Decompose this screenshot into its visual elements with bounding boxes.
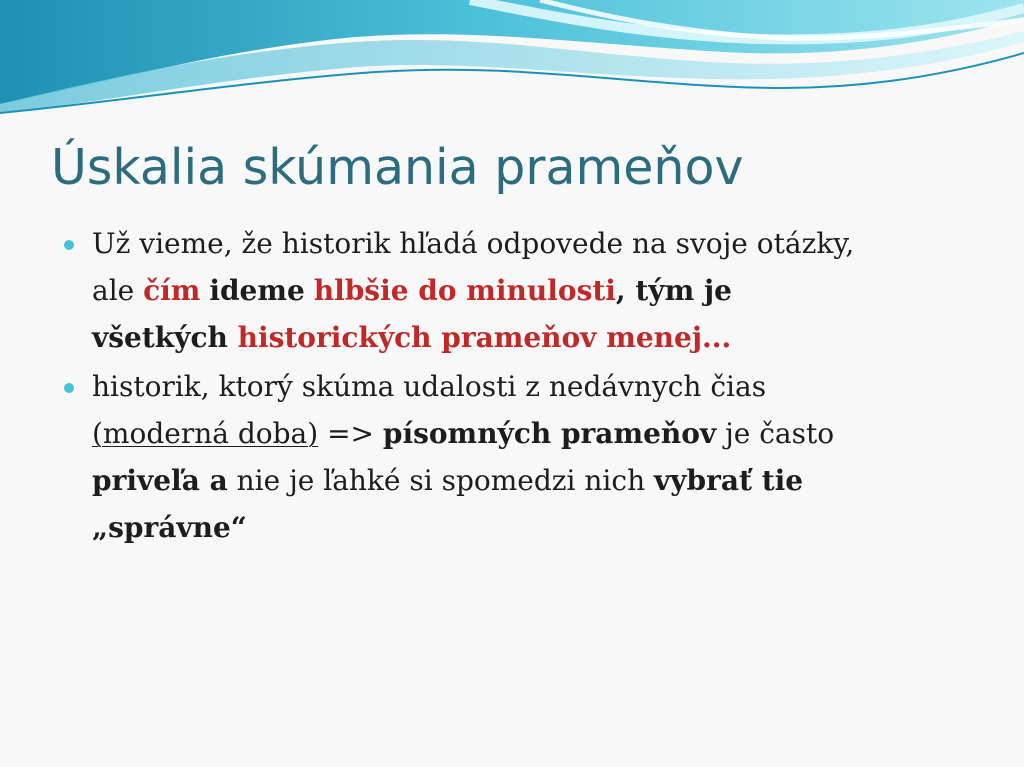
bullet-1-comma: , xyxy=(615,274,626,307)
bullet-1-space-2 xyxy=(305,274,314,307)
bullet-item xyxy=(64,363,964,551)
bullet-2-bold-choose: vybrať tie xyxy=(654,464,804,497)
bullet-2-line-1: historik, ktorý skúma udalosti z nedávnych čias xyxy=(92,370,767,403)
bullet-1-line-1: Už vieme, že historik hľadá odpovede na svoje otázky, xyxy=(92,227,855,260)
slide-title: Úskalia skúmania prameňov xyxy=(51,139,744,196)
top-wave-decoration xyxy=(0,0,1024,115)
bullet-1-highlight-minulosti: hlbšie do minulosti xyxy=(313,274,616,307)
bullet-2-bold-correct: „správne“ xyxy=(92,511,247,544)
bullet-icon xyxy=(64,240,74,250)
bullet-1-bold-ideme: ideme xyxy=(209,274,305,307)
bullet-1-bold-vsetkych: všetkých xyxy=(92,321,238,354)
bullet-icon xyxy=(64,383,74,393)
bullet-1-highlight-pramenov: historických prameňov menej... xyxy=(237,321,732,354)
bullet-1-text: ale xyxy=(92,274,144,307)
bullet-1-highlight-cim: čím xyxy=(143,274,201,307)
bullet-item xyxy=(64,220,964,361)
bullet-2-arrow-text: => xyxy=(318,417,383,450)
bullet-1-space xyxy=(200,274,209,307)
bullet-2-bold-written-sources: písomných prameňov xyxy=(382,417,717,450)
bullet-2-often-text: je často xyxy=(716,417,835,450)
bullet-1-bold-tym-je: tým je xyxy=(625,274,732,307)
bullet-2-underlined-modern-era: (moderná doba) xyxy=(92,417,319,450)
slide-content xyxy=(64,220,964,553)
bullet-2-not-easy-text: nie je ľahké si spomedzi nich xyxy=(227,464,654,497)
bullet-2-bold-too-many: priveľa a xyxy=(92,464,228,497)
